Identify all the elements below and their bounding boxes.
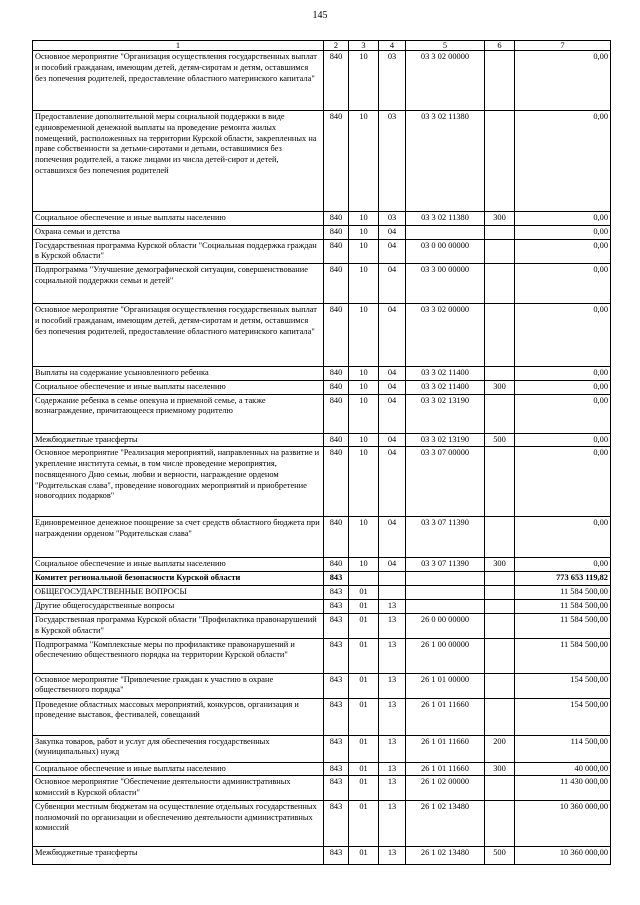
row-type-cell: 300	[485, 212, 515, 226]
row-target-cell: 03 3 07 00000	[406, 447, 485, 517]
table-row	[33, 776, 611, 801]
row-target-cell: 26 0 00 00000	[406, 614, 485, 639]
row-amount-cell: 0,00	[515, 239, 611, 264]
header-cell: 3	[349, 41, 379, 51]
row-subsection-cell: 13	[379, 614, 406, 639]
row-code-cell: 840	[324, 558, 349, 572]
table-row	[33, 51, 611, 111]
table-row	[33, 846, 611, 864]
row-section-cell: 10	[349, 111, 379, 212]
table-row	[33, 447, 611, 517]
row-amount-cell: 154 500,00	[515, 673, 611, 698]
row-section-cell: 01	[349, 673, 379, 698]
row-amount-cell: 0,00	[515, 212, 611, 226]
table-row	[33, 517, 611, 558]
row-amount-cell: 10 360 000,00	[515, 846, 611, 864]
row-target-cell	[406, 600, 485, 614]
row-name-cell: Содержание ребенка в семье опекуна и приемной семье, а также вознаграждение, причитающееся приемному родителю	[33, 394, 324, 433]
row-amount-cell: 11 430 000,00	[515, 776, 611, 801]
row-amount-cell: 0,00	[515, 380, 611, 394]
row-amount-cell: 11 584 500,00	[515, 638, 611, 673]
row-subsection-cell: 04	[379, 225, 406, 239]
row-type-cell	[485, 447, 515, 517]
row-name-cell: Другие общегосударственные вопросы	[33, 600, 324, 614]
table-row	[33, 394, 611, 433]
row-name-cell: Закупка товаров, работ и услуг для обеспечения государственных (муниципальных) нужд	[33, 735, 324, 762]
row-amount-cell: 11 584 500,00	[515, 600, 611, 614]
table-row	[33, 264, 611, 304]
row-section-cell: 01	[349, 846, 379, 864]
header-cell: 2	[324, 41, 349, 51]
table-row	[33, 239, 611, 264]
table-row	[33, 304, 611, 367]
row-target-cell: 26 1 02 00000	[406, 776, 485, 801]
row-target-cell: 03 0 00 00000	[406, 239, 485, 264]
row-amount-cell: 0,00	[515, 51, 611, 111]
row-name-cell: ОБЩЕГОСУДАРСТВЕННЫЕ ВОПРОСЫ	[33, 586, 324, 600]
row-subsection-cell: 13	[379, 638, 406, 673]
row-amount-cell: 0,00	[515, 447, 611, 517]
row-section-cell: 10	[349, 239, 379, 264]
row-code-cell: 840	[324, 225, 349, 239]
row-name-cell: Подпрограмма "Улучшение демографической ситуации, совершенствование социальной поддержки семьи и детей"	[33, 264, 324, 304]
table-row	[33, 212, 611, 226]
row-section-cell: 10	[349, 517, 379, 558]
row-amount-cell: 40 000,00	[515, 762, 611, 776]
row-target-cell: 26 1 00 00000	[406, 638, 485, 673]
row-amount-cell: 114 500,00	[515, 735, 611, 762]
row-amount-cell: 0,00	[515, 264, 611, 304]
row-section-cell: 01	[349, 638, 379, 673]
row-code-cell: 840	[324, 517, 349, 558]
row-code-cell: 840	[324, 212, 349, 226]
row-amount-cell: 0,00	[515, 394, 611, 433]
row-type-cell	[485, 586, 515, 600]
row-type-cell	[485, 367, 515, 381]
row-subsection-cell: 03	[379, 212, 406, 226]
row-subsection-cell: 04	[379, 304, 406, 367]
row-code-cell: 843	[324, 800, 349, 846]
row-type-cell	[485, 517, 515, 558]
row-section-cell: 10	[349, 447, 379, 517]
row-subsection-cell: 13	[379, 600, 406, 614]
header-cell: 1	[33, 41, 324, 51]
row-name-cell: Основное мероприятие "Организация осуществления государственных выплат и пособий гражданам, имеющим детей, детям-сиротам и детям, оставшимся без попечения родителей, предоставление областного материнского капитала"	[33, 51, 324, 111]
row-target-cell	[406, 572, 485, 586]
row-code-cell: 843	[324, 586, 349, 600]
table-row	[33, 572, 611, 586]
row-subsection-cell: 13	[379, 673, 406, 698]
row-target-cell: 03 3 02 11380	[406, 212, 485, 226]
row-target-cell: 03 3 02 11400	[406, 367, 485, 381]
row-amount-cell: 0,00	[515, 517, 611, 558]
row-amount-cell: 154 500,00	[515, 698, 611, 735]
row-type-cell	[485, 698, 515, 735]
row-target-cell: 03 3 02 11380	[406, 111, 485, 212]
table-row	[33, 586, 611, 600]
row-name-cell: Подпрограмма "Комплексные меры по профилактике правонарушений и обеспечению общественного порядка на территории Курской области"	[33, 638, 324, 673]
row-type-cell	[485, 394, 515, 433]
row-code-cell: 843	[324, 846, 349, 864]
table-row	[33, 600, 611, 614]
row-code-cell: 840	[324, 433, 349, 447]
row-target-cell: 03 3 02 13190	[406, 433, 485, 447]
row-section-cell	[349, 572, 379, 586]
row-target-cell: 03 3 02 13190	[406, 394, 485, 433]
row-code-cell: 840	[324, 447, 349, 517]
page-number: 145	[312, 10, 328, 21]
row-section-cell: 10	[349, 212, 379, 226]
row-subsection-cell: 04	[379, 447, 406, 517]
row-target-cell: 26 1 01 11660	[406, 698, 485, 735]
row-type-cell: 300	[485, 558, 515, 572]
row-subsection-cell: 04	[379, 239, 406, 264]
row-name-cell: Социальное обеспечение и иные выплаты населению	[33, 212, 324, 226]
row-name-cell: Социальное обеспечение и иные выплаты населению	[33, 558, 324, 572]
row-type-cell	[485, 776, 515, 801]
row-code-cell: 843	[324, 614, 349, 639]
row-type-cell: 300	[485, 762, 515, 776]
row-target-cell: 26 1 01 11660	[406, 762, 485, 776]
row-target-cell: 03 3 02 11400	[406, 380, 485, 394]
row-code-cell: 843	[324, 762, 349, 776]
row-target-cell: 03 3 00 00000	[406, 264, 485, 304]
row-amount-cell: 0,00	[515, 367, 611, 381]
row-code-cell: 840	[324, 394, 349, 433]
row-section-cell: 10	[349, 558, 379, 572]
row-type-cell	[485, 614, 515, 639]
row-code-cell: 840	[324, 304, 349, 367]
row-name-cell: Основное мероприятие "Организация осуществления государственных выплат и пособий гражданам, имеющим детей, детям-сиротам и детям, оставшимся без попечения родителей, предоставление областного материнского капитала"	[33, 304, 324, 367]
row-subsection-cell: 13	[379, 846, 406, 864]
row-section-cell: 01	[349, 762, 379, 776]
row-section-cell: 10	[349, 367, 379, 381]
row-type-cell: 500	[485, 433, 515, 447]
table-row	[33, 735, 611, 762]
row-subsection-cell: 13	[379, 698, 406, 735]
table-row	[33, 225, 611, 239]
row-code-cell: 840	[324, 264, 349, 304]
row-section-cell: 01	[349, 735, 379, 762]
row-target-cell: 03 3 07 11390	[406, 558, 485, 572]
row-code-cell: 843	[324, 776, 349, 801]
row-amount-cell: 0,00	[515, 558, 611, 572]
row-amount-cell: 11 584 500,00	[515, 586, 611, 600]
row-type-cell	[485, 264, 515, 304]
table-row	[33, 614, 611, 639]
table-row	[33, 367, 611, 381]
row-target-cell: 26 1 02 13480	[406, 800, 485, 846]
row-amount-cell: 0,00	[515, 225, 611, 239]
row-subsection-cell: 13	[379, 800, 406, 846]
row-name-cell: Основное мероприятие "Реализация мероприятий, направленных на развитие и укрепление института семьи, в том числе проведение мероприятия, посвященного Дню семьи, любви и верности, награждение орденом "Родительская слава", проведение новогодних мероприятий и приобретение новогодних подарков"	[33, 447, 324, 517]
header-cell: 4	[379, 41, 406, 51]
header-cell: 5	[406, 41, 485, 51]
header-row	[33, 41, 611, 51]
row-subsection-cell: 04	[379, 558, 406, 572]
row-subsection-cell: 04	[379, 394, 406, 433]
row-name-cell: Предоставление дополнительной меры социальной поддержки в виде единовременной денежной выплаты на проведение ремонта жилых помещений, расположенных на территории Курской области, закрепленных на праве собственности за детьми-сиротами и детьми, оставшимися без попечения родителей, а также лицами из числа детей-сирот и детей, оставшихся без попечения родителей	[33, 111, 324, 212]
table-row	[33, 762, 611, 776]
table-row	[33, 638, 611, 673]
row-subsection-cell: 04	[379, 367, 406, 381]
row-target-cell: 26 1 02 13480	[406, 846, 485, 864]
row-amount-cell: 0,00	[515, 111, 611, 212]
row-section-cell: 10	[349, 304, 379, 367]
row-name-cell: Основное мероприятие "Привлечение граждан к участию в охране общественного порядка"	[33, 673, 324, 698]
table-row	[33, 380, 611, 394]
row-target-cell: 03 3 02 00000	[406, 51, 485, 111]
table-row	[33, 558, 611, 572]
row-amount-cell: 0,00	[515, 433, 611, 447]
row-section-cell: 01	[349, 614, 379, 639]
row-type-cell	[485, 304, 515, 367]
row-name-cell: Основное мероприятие "Обеспечение деятельности административных комиссий в Курской области"	[33, 776, 324, 801]
row-code-cell: 840	[324, 111, 349, 212]
row-subsection-cell	[379, 586, 406, 600]
row-type-cell	[485, 572, 515, 586]
row-section-cell: 10	[349, 264, 379, 304]
header-cell: 6	[485, 41, 515, 51]
row-name-cell: Социальное обеспечение и иные выплаты населению	[33, 380, 324, 394]
row-name-cell: Выплаты на содержание усыновленного ребенка	[33, 367, 324, 381]
row-type-cell: 300	[485, 380, 515, 394]
row-code-cell: 843	[324, 698, 349, 735]
row-section-cell: 01	[349, 600, 379, 614]
row-name-cell: Межбюджетные трансферты	[33, 433, 324, 447]
row-code-cell: 843	[324, 735, 349, 762]
row-target-cell: 03 3 07 11390	[406, 517, 485, 558]
row-subsection-cell: 03	[379, 51, 406, 111]
row-name-cell: Социальное обеспечение и иные выплаты населению	[33, 762, 324, 776]
row-type-cell	[485, 111, 515, 212]
row-amount-cell: 773 653 119,82	[515, 572, 611, 586]
row-name-cell: Комитет региональной безопасности Курской области	[33, 572, 324, 586]
row-type-cell	[485, 673, 515, 698]
row-name-cell: Проведение областных массовых мероприятий, конкурсов, организация и проведение выставок, фестивалей, совещаний	[33, 698, 324, 735]
row-code-cell: 843	[324, 600, 349, 614]
row-target-cell: 03 3 02 00000	[406, 304, 485, 367]
row-amount-cell: 10 360 000,00	[515, 800, 611, 846]
row-type-cell	[485, 600, 515, 614]
row-type-cell	[485, 239, 515, 264]
row-code-cell: 840	[324, 380, 349, 394]
row-amount-cell: 11 584 500,00	[515, 614, 611, 639]
table-row	[33, 433, 611, 447]
row-section-cell: 10	[349, 394, 379, 433]
row-name-cell: Субвенции местным бюджетам на осуществление отдельных государственных полномочий по организации и обеспечению деятельности административных комиссий	[33, 800, 324, 846]
row-code-cell: 843	[324, 638, 349, 673]
row-subsection-cell: 13	[379, 735, 406, 762]
row-subsection-cell: 04	[379, 517, 406, 558]
row-subsection-cell: 04	[379, 380, 406, 394]
row-subsection-cell: 13	[379, 776, 406, 801]
row-type-cell: 500	[485, 846, 515, 864]
row-subsection-cell: 04	[379, 264, 406, 304]
row-type-cell	[485, 225, 515, 239]
budget-table	[32, 40, 611, 865]
row-section-cell: 10	[349, 433, 379, 447]
table-row	[33, 800, 611, 846]
row-target-cell	[406, 586, 485, 600]
row-name-cell: Охрана семьи и детства	[33, 225, 324, 239]
row-code-cell: 840	[324, 367, 349, 381]
row-subsection-cell: 04	[379, 433, 406, 447]
row-section-cell: 01	[349, 800, 379, 846]
row-name-cell: Государственная программа Курской области "Профилактика правонарушений в Курской области"	[33, 614, 324, 639]
row-target-cell: 26 1 01 00000	[406, 673, 485, 698]
row-type-cell: 200	[485, 735, 515, 762]
row-code-cell: 843	[324, 673, 349, 698]
row-section-cell: 01	[349, 776, 379, 801]
row-subsection-cell: 13	[379, 762, 406, 776]
row-code-cell: 843	[324, 572, 349, 586]
header-cell: 7	[515, 41, 611, 51]
row-name-cell: Единовременное денежное поощрение за счет средств областного бюджета при награждении орденом "Родительская слава"	[33, 517, 324, 558]
row-section-cell: 10	[349, 51, 379, 111]
row-code-cell: 840	[324, 239, 349, 264]
table-row	[33, 673, 611, 698]
table-row	[33, 111, 611, 212]
row-type-cell	[485, 51, 515, 111]
row-subsection-cell	[379, 572, 406, 586]
row-section-cell: 01	[349, 586, 379, 600]
row-section-cell: 01	[349, 698, 379, 735]
table-row	[33, 698, 611, 735]
row-target-cell: 26 1 01 11660	[406, 735, 485, 762]
row-amount-cell: 0,00	[515, 304, 611, 367]
row-target-cell	[406, 225, 485, 239]
row-name-cell: Межбюджетные трансферты	[33, 846, 324, 864]
row-section-cell: 10	[349, 225, 379, 239]
row-section-cell: 10	[349, 380, 379, 394]
row-type-cell	[485, 638, 515, 673]
row-type-cell	[485, 800, 515, 846]
row-code-cell: 840	[324, 51, 349, 111]
row-subsection-cell: 03	[379, 111, 406, 212]
row-name-cell: Государственная программа Курской области "Социальная поддержка граждан в Курской области"	[33, 239, 324, 264]
